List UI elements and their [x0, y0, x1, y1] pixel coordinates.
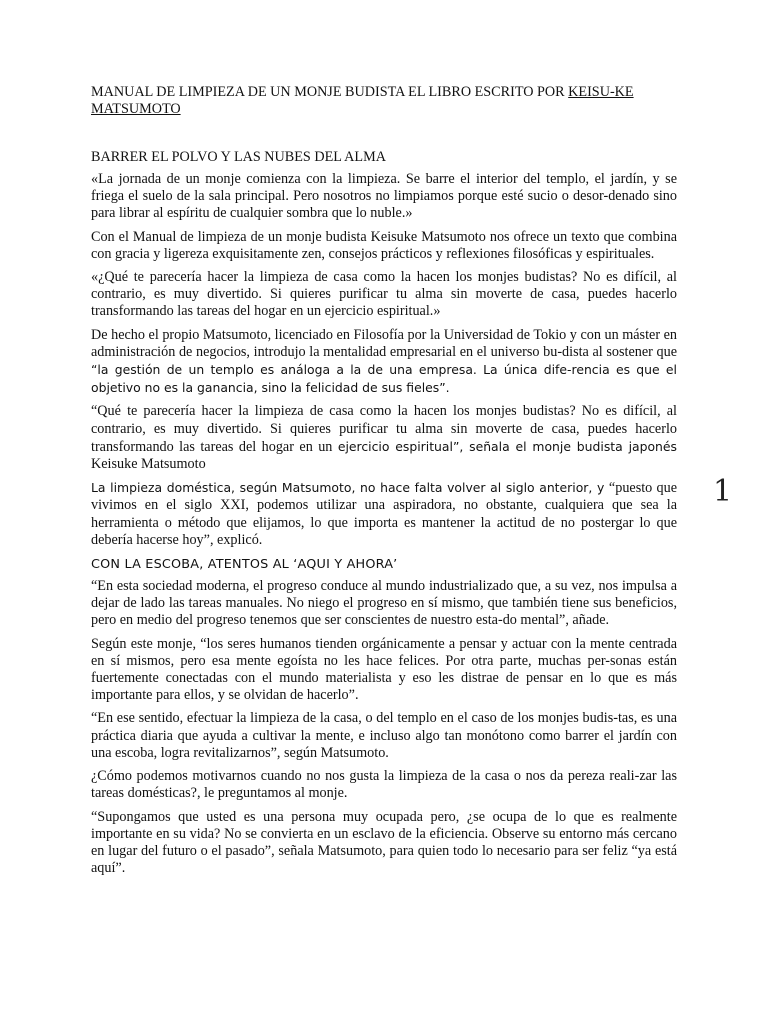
paragraph-9: “En ese sentido, efectuar la limpieza de la casa, o del templo en el caso de los monjes budis-tas, es una práctica diaria que ayuda a cultivar la mente, e incluso algo tan monótono como barrer el jardín con una escoba, logra revitalizarnos”, según Matsumoto. [91, 710, 677, 761]
document-title [91, 84, 677, 118]
paragraph-3: «¿Qué te parecería hacer la limpieza de casa como la hacen los monjes budistas? No es difícil, al contrario, es muy divertido. Si quieres purificar tu alma sin moverte de casa, puedes hacerlo transformando las tareas del hogar en un ejercicio espiritual.» [91, 269, 677, 320]
paragraph-1: «La jornada de un monje comienza con la limpieza. Se barre el interior del templo, el jardín, y se friega el suelo de la sala principal. Pero nosotros no limpiamos porque esté sucio o desor-denado sino para librar al espíritu de cualquier sombra que lo nuble.» [91, 171, 677, 222]
paragraph-6-quote: “puesto que vivimos en el siglo XXI, podemos utilizar una aspiradora, no obstante, cualquiera que sea la herramienta o método que elijamos, lo que importa es mantener la actitud de no postergar lo que debería hacerse hoy”, explicó. [91, 480, 677, 548]
paragraph-7: “En esta sociedad moderna, el progreso conduce al mundo industrializado que, a su vez, nos impulsa a dejar de lado las tareas manuales. No niego el progreso en sí mismo, que también tiene sus beneficios, pero en medio del progreso tenemos que ser conscientes de nuestro esta-do mental”, añade. [91, 578, 677, 629]
section-heading-2: CON LA ESCOBA, ATENTOS AL ‘AQUI Y AHORA’ [91, 557, 398, 573]
paragraph-2: Con el Manual de limpieza de un monje budista Keisuke Matsumoto nos ofrece un texto que combina con gracia y ligereza exquisitamente zen, consejos prácticos y reflexiones filosóficas y espirituales. [91, 228, 677, 262]
paragraph-6 [91, 479, 677, 549]
section-heading-1: BARRER EL POLVO Y LAS NUBES DEL ALMA [91, 149, 386, 165]
author-link[interactable]: KEISU-KE MATSUMOTO [91, 84, 634, 117]
paragraph-4-quote: “la gestión de un templo es análoga a la de una empresa. La única dife-rencia es que el objetivo no es la ganancia, sino la felicidad de sus fieles”. [91, 362, 677, 396]
title-main: MANUAL DE LIMPIEZA DE UN MONJE BUDISTA EL LIBRO ESCRITO POR [91, 84, 569, 100]
paragraph-11: “Supongamos que usted es una persona muy ocupada pero, ¿se ocupa de lo que es realmente importante en su vida? No se convierta en un esclavo de la eficiencia. Observe su entorno más cercano en lugar del futuro o el pasado”, señala Matsumoto, para quien todo lo necesario para ser feliz “ya está aquí”. [91, 808, 677, 877]
paragraph-4-text: De hecho el propio Matsumoto, licenciado en Filosofía por la Universidad de Tokio y con un máster en administración de negocios, introdujo la mentalidad empresarial en el universo bu-dista al sostener que [91, 326, 677, 360]
document-page [91, 84, 677, 883]
paragraph-5-author: Keisuke Matsumoto [91, 456, 206, 473]
paragraph-8: Según este monje, “los seres humanos tienden orgánicamente a pensar y actuar con la mente centrada en sí mismos, pero esa mente egoísta no les hace felices. Por otra parte, muchas per-sonas están fuertemente conectadas con el mundo materialista y eso les distrae de pensar en lo que es más importante para ellos, y se olvidan de hacerlo”. [91, 635, 677, 704]
paragraph-4 [91, 327, 677, 398]
paragraph-10: ¿Cómo podemos motivarnos cuando no nos gusta la limpieza de la casa o nos da pereza reali-zar las tareas domésticas?, le preguntamos al monje. [91, 768, 677, 802]
paragraph-6-text: La limpieza doméstica, según Matsumoto, no hace falta volver al siglo anterior, y [91, 480, 609, 496]
paragraph-5 [91, 403, 677, 473]
paragraph-5-quote: ejercicio espiritual”, señala el monje budista japonés [337, 438, 677, 454]
paragraph-5-text: “Qué te parecería hacer la limpieza de casa como la hacen los monjes budistas? No es difícil, al contrario, es muy divertido. Si quieres purificar tu alma sin moverte de casa, puedes hacerlo transformando las tareas del hogar en un [91, 403, 677, 455]
page-number: 1 [713, 474, 733, 509]
